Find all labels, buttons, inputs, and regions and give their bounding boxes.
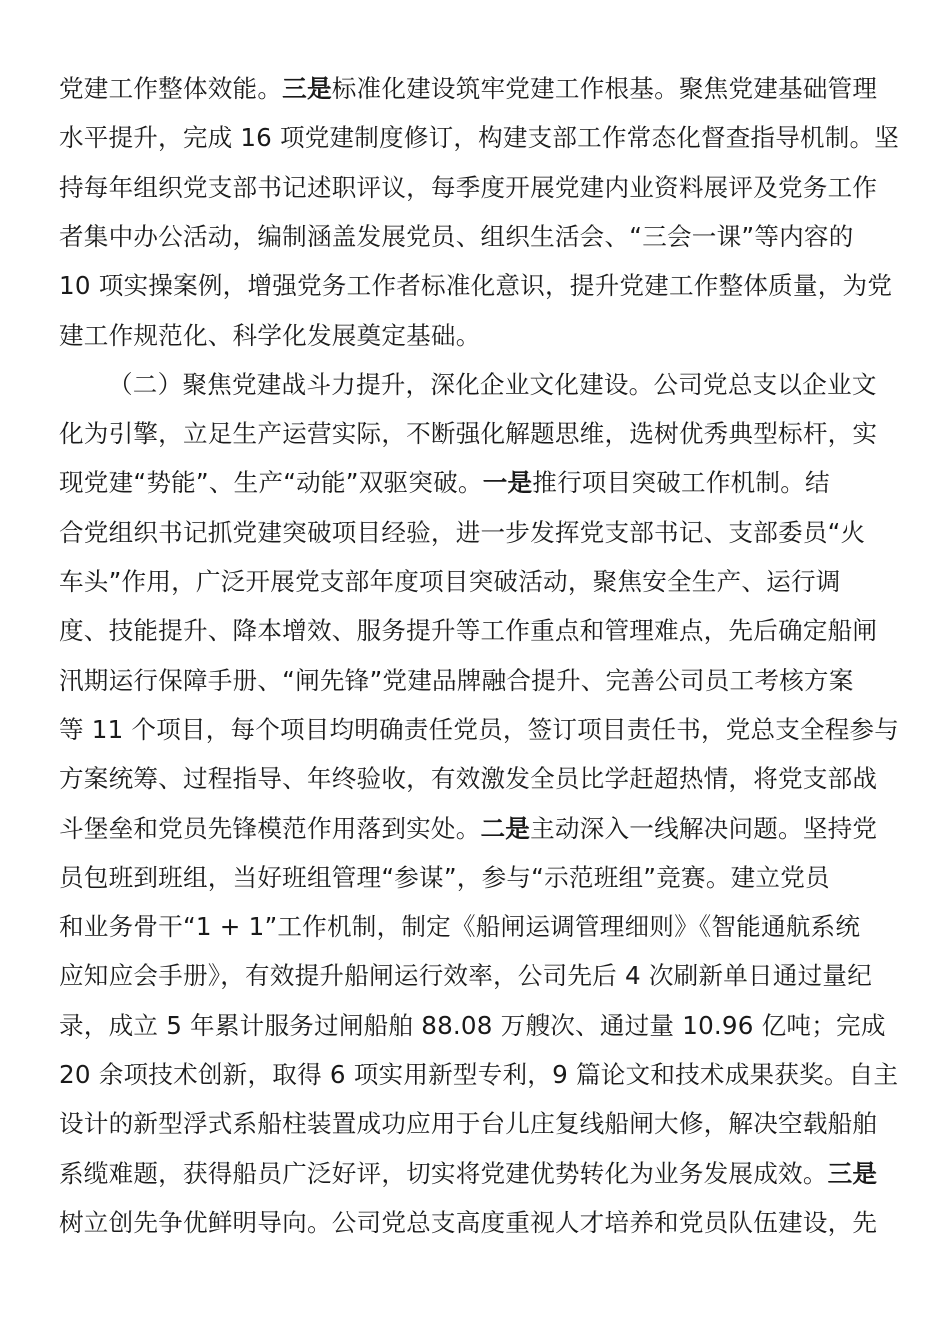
text-run: 党建工作整体效能。 [59, 74, 283, 103]
text-line [59, 956, 899, 996]
text-line [108, 365, 898, 405]
text-line [59, 1154, 899, 1194]
text-line [59, 1104, 899, 1144]
text-run: （二）聚焦党建战斗力提升，深化企业文化建设。公司党总支以企业文 [108, 369, 877, 399]
bold-keyword: 一是 [482, 468, 533, 498]
text-run: 等 11 个项目，每个项目均明确责任党员，签订项目责任书，党总支全程参与 [59, 714, 900, 744]
text-run: 度、技能提升、降本增效、服务提升等工作重点和管理难点，先后确定船闸 [59, 616, 878, 646]
text-line [59, 809, 899, 849]
text-run: 应知应会手册》，有效提升船闸运行效率，公司先后 4 次刷新单日通过量纪 [59, 961, 872, 991]
text-run: 现党建“势能”、生产“动能”双驱突破。 [59, 468, 483, 498]
bold-keyword: 三是 [282, 74, 332, 103]
text-line [59, 1203, 899, 1243]
text-line [59, 168, 899, 208]
text-line [59, 562, 899, 602]
text-run: 员包班到班组，当好班组管理“参谋”，参与“示范班组”竞赛。建立党员 [59, 862, 830, 892]
text-line [59, 1055, 899, 1095]
text-run: 树立创先争优鲜明导向。公司党总支高度重视人才培养和党员队伍建设，先 [59, 1207, 878, 1237]
text-run: 和业务骨干“1 + 1”工作机制，制定《船闸运调管理细则》《智能通航系统 [59, 912, 861, 942]
text-run: 车头”作用，广泛开展党支部年度项目突破活动，聚焦安全生产、运行调 [59, 567, 841, 596]
text-run: 持每年组织党支部书记述职评议，每季度开展党建内业资料展评及党务工作 [59, 172, 878, 202]
text-run: 水平提升，完成 16 项党建制度修订，构建支部工作常态化督查指导机制。坚 [59, 123, 900, 153]
text-line [59, 759, 899, 799]
text-run: 建工作规范化、科学化发展奠定基础。 [59, 320, 481, 350]
text-run: 设计的新型浮式系船柱装置成功应用于台儿庄复线船闸大修，解决空载船舶 [59, 1109, 878, 1139]
text-line [59, 611, 899, 651]
text-run: 斗堡垒和党员先锋模范作用落到实处。 [59, 813, 481, 843]
text-line [59, 710, 899, 750]
text-line [59, 414, 899, 454]
text-run: 录，成立 5 年累计服务过闸船舶 88.08 万艘次、通过量 10.96 亿吨；完成 [59, 1010, 886, 1040]
text-run: 主动深入一线解决问题。坚持党 [530, 813, 878, 843]
text-line [59, 316, 899, 356]
bold-keyword: 二是 [480, 813, 531, 843]
text-run: 20 余项技术创新，取得 6 项实用新型专利，9 篇论文和技术成果获奖。自主 [59, 1060, 899, 1089]
text-run: 化为引擎，立足生产运营实际，不断强化解题思维，选树优秀典型标杆，实 [59, 419, 878, 449]
text-line [59, 661, 899, 701]
text-run: 标准化建设筑牢党建工作根基。聚焦党建基础管理 [331, 74, 878, 103]
text-line [59, 1006, 899, 1046]
text-run: 者集中办公活动，编制涵盖发展党员、组织生活会、“三会一课”等内容的 [59, 221, 854, 251]
text-run: 合党组织书记抓党建突破项目经验，进一步发挥党支部书记、支部委员“火 [59, 517, 866, 547]
text-line [59, 118, 899, 158]
text-line [59, 69, 899, 109]
text-line [59, 463, 899, 503]
text-line [59, 266, 899, 306]
text-run: 汛期运行保障手册、“闸先锋”党建品牌融合提升、完善公司员工考核方案 [59, 665, 854, 695]
text-run: 10 项实操案例，增强党务工作者标准化意识，提升党建工作整体质量，为党 [59, 271, 893, 301]
text-line [59, 513, 899, 553]
text-line [59, 907, 899, 947]
text-run: 推行项目突破工作机制。结 [532, 468, 830, 498]
text-line [59, 217, 899, 257]
text-run: 方案统筹、过程指导、年终验收，有效激发全员比学赶超热情，将党支部战 [59, 764, 878, 794]
text-run: 系缆难题，获得船员广泛好评，切实将党建优势转化为业务发展成效。 [59, 1158, 828, 1188]
text-line [59, 858, 899, 898]
bold-keyword: 三是 [827, 1158, 878, 1188]
